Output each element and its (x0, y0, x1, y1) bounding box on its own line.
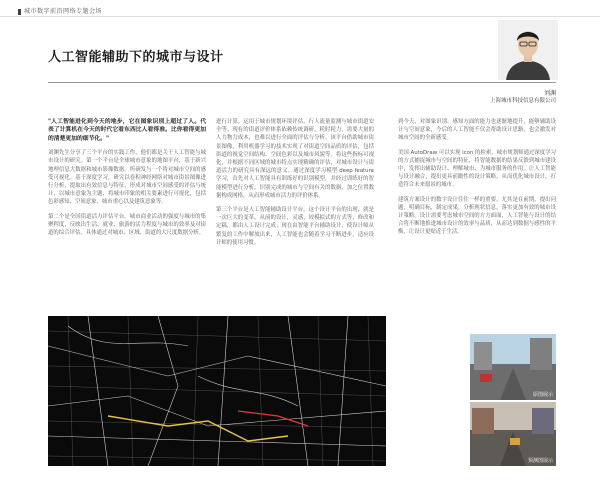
paragraph: 建筑方案设计的数字设计往往一样的重要，尤其是在前期，提出问题，明确目标，制定成果，分析现状信息，落实更加有效的城市设计策略。设计需要考虑城市空间的方方面面，人工智能与设计的结合将不断地推进城市设计的效率与品质，从而达到数据与感性的平衡，让设计更贴近于生活。 (398, 196, 556, 236)
section-label: 城市数字前沿网络专题会场 (24, 8, 103, 15)
text-column-1 (48, 118, 206, 243)
paragraph: 美国 AutoDraw 可以实现 icon 的检索，城市规划师通过深度学习的方式捕捉城市与空间的特征，将智能数据的结果反馈到城市建设中，发挥出辅助设计、理解城市、为城市服务的作用。让人工智能与设计融合，提出更具前瞻性的设计策略，从而优化城市设计，打造符合未来愿景的城市。 (398, 149, 556, 189)
paragraph: 第三个平台是人工智能辅助设计平台。这个设计平台的出现，就是一次巨大的变革。从前的设计，灵感，较模拟式的方式等，修改和定稿，都由人工设计完成；现在由智能平台辅助设计，使设计师从繁复的工作中解放出来，人工智能也会随着学习不断进步，适应设计师的使用习惯。 (216, 207, 374, 246)
section-marker (18, 9, 21, 15)
author-portrait-icon (498, 20, 558, 80)
text-column-2 (216, 118, 374, 253)
article-title: 人工智能辅助下的城市与设计 (48, 50, 224, 65)
street-view-predicted (470, 402, 556, 466)
top-divider (0, 16, 600, 17)
figure-caption: 预测图展示 (527, 458, 553, 464)
text-column-3 (398, 118, 556, 243)
paragraph: 到今天，对图象识别、感知方面的能力也逐渐地提升，能够辅助设计与空间意象，今后的人工智能不仅会帮助设计思路，也会激发对城市空间的全新感受。 (398, 119, 556, 142)
author-affiliation: 上海城市科技信息有限公司 (489, 98, 556, 104)
paragraph: 第二个是全国街道活力评估平台。城市商业活动的强度与城市的集聚程度，反映出生活、就业、旅游的活力程度与城市的效率及对街道的综合评估。具体通过对城市、区域、街道的大尺度数据分析， (48, 213, 206, 237)
figure-caption: 原图展示 (532, 392, 553, 398)
street-view-original (470, 334, 556, 400)
city-map-image (48, 316, 386, 466)
city-map-figure (48, 316, 386, 466)
lead-quote: "人工智能进化到今天的地步，它在图象识别上超过了人。代表了计算机在今天的时代它看东西比人看得准。比你看得更加的清楚更加的细节化。" (48, 119, 206, 142)
author-name: 刘渊 (543, 90, 556, 97)
paragraph: 进行计算。运用于城市规划环境评估，行人流量监测与城市街道安全等。现有的街道评价体系依赖传统调研，耗时耗力，需要大量的人力物力成本，也难以进行全面的评估与分析。该平台借助城市街景图像，利用机器学习的技术实现了对街道空间品质的评估，包括街道的视觉空间结构、空间色彩以及城市风貌等。将这些指标可视化，并根据不同区域的城市特点实现精确的评估，对城市设计与街道活力的研究具有深远的意义。通过深度学习模型 deep feature 学习，首先对人工智能具有训练好的识别模型，并经过训练好的智能模型进行分析，识别完成的城市与空间有关的数据，加之位置数据构成网格，从而形成城市活力的评价体系。 (216, 119, 374, 199)
paragraph: 刘渊先生分享了三个平台的实践工作，他们都是关于人工智能与城市设计的研究。第一个平台是全球城市意象的地图平台，基于新兴地理信息大数据和城市影像数据，所研发与一个将对城市空间的感受可视化。基于深度学习，研究以卷积神经网络对城市街景图像进行分析，提取出有效信息与特征，形成对城市空间感受的评估与统计，以城市意象为主题，将城市印象的相关要素进行可视化，包括色彩感知、空间意象、城市重心以及建筑意象等。 (48, 150, 206, 206)
section-header (18, 6, 102, 15)
title-divider (48, 82, 556, 83)
author-portrait (498, 20, 558, 80)
